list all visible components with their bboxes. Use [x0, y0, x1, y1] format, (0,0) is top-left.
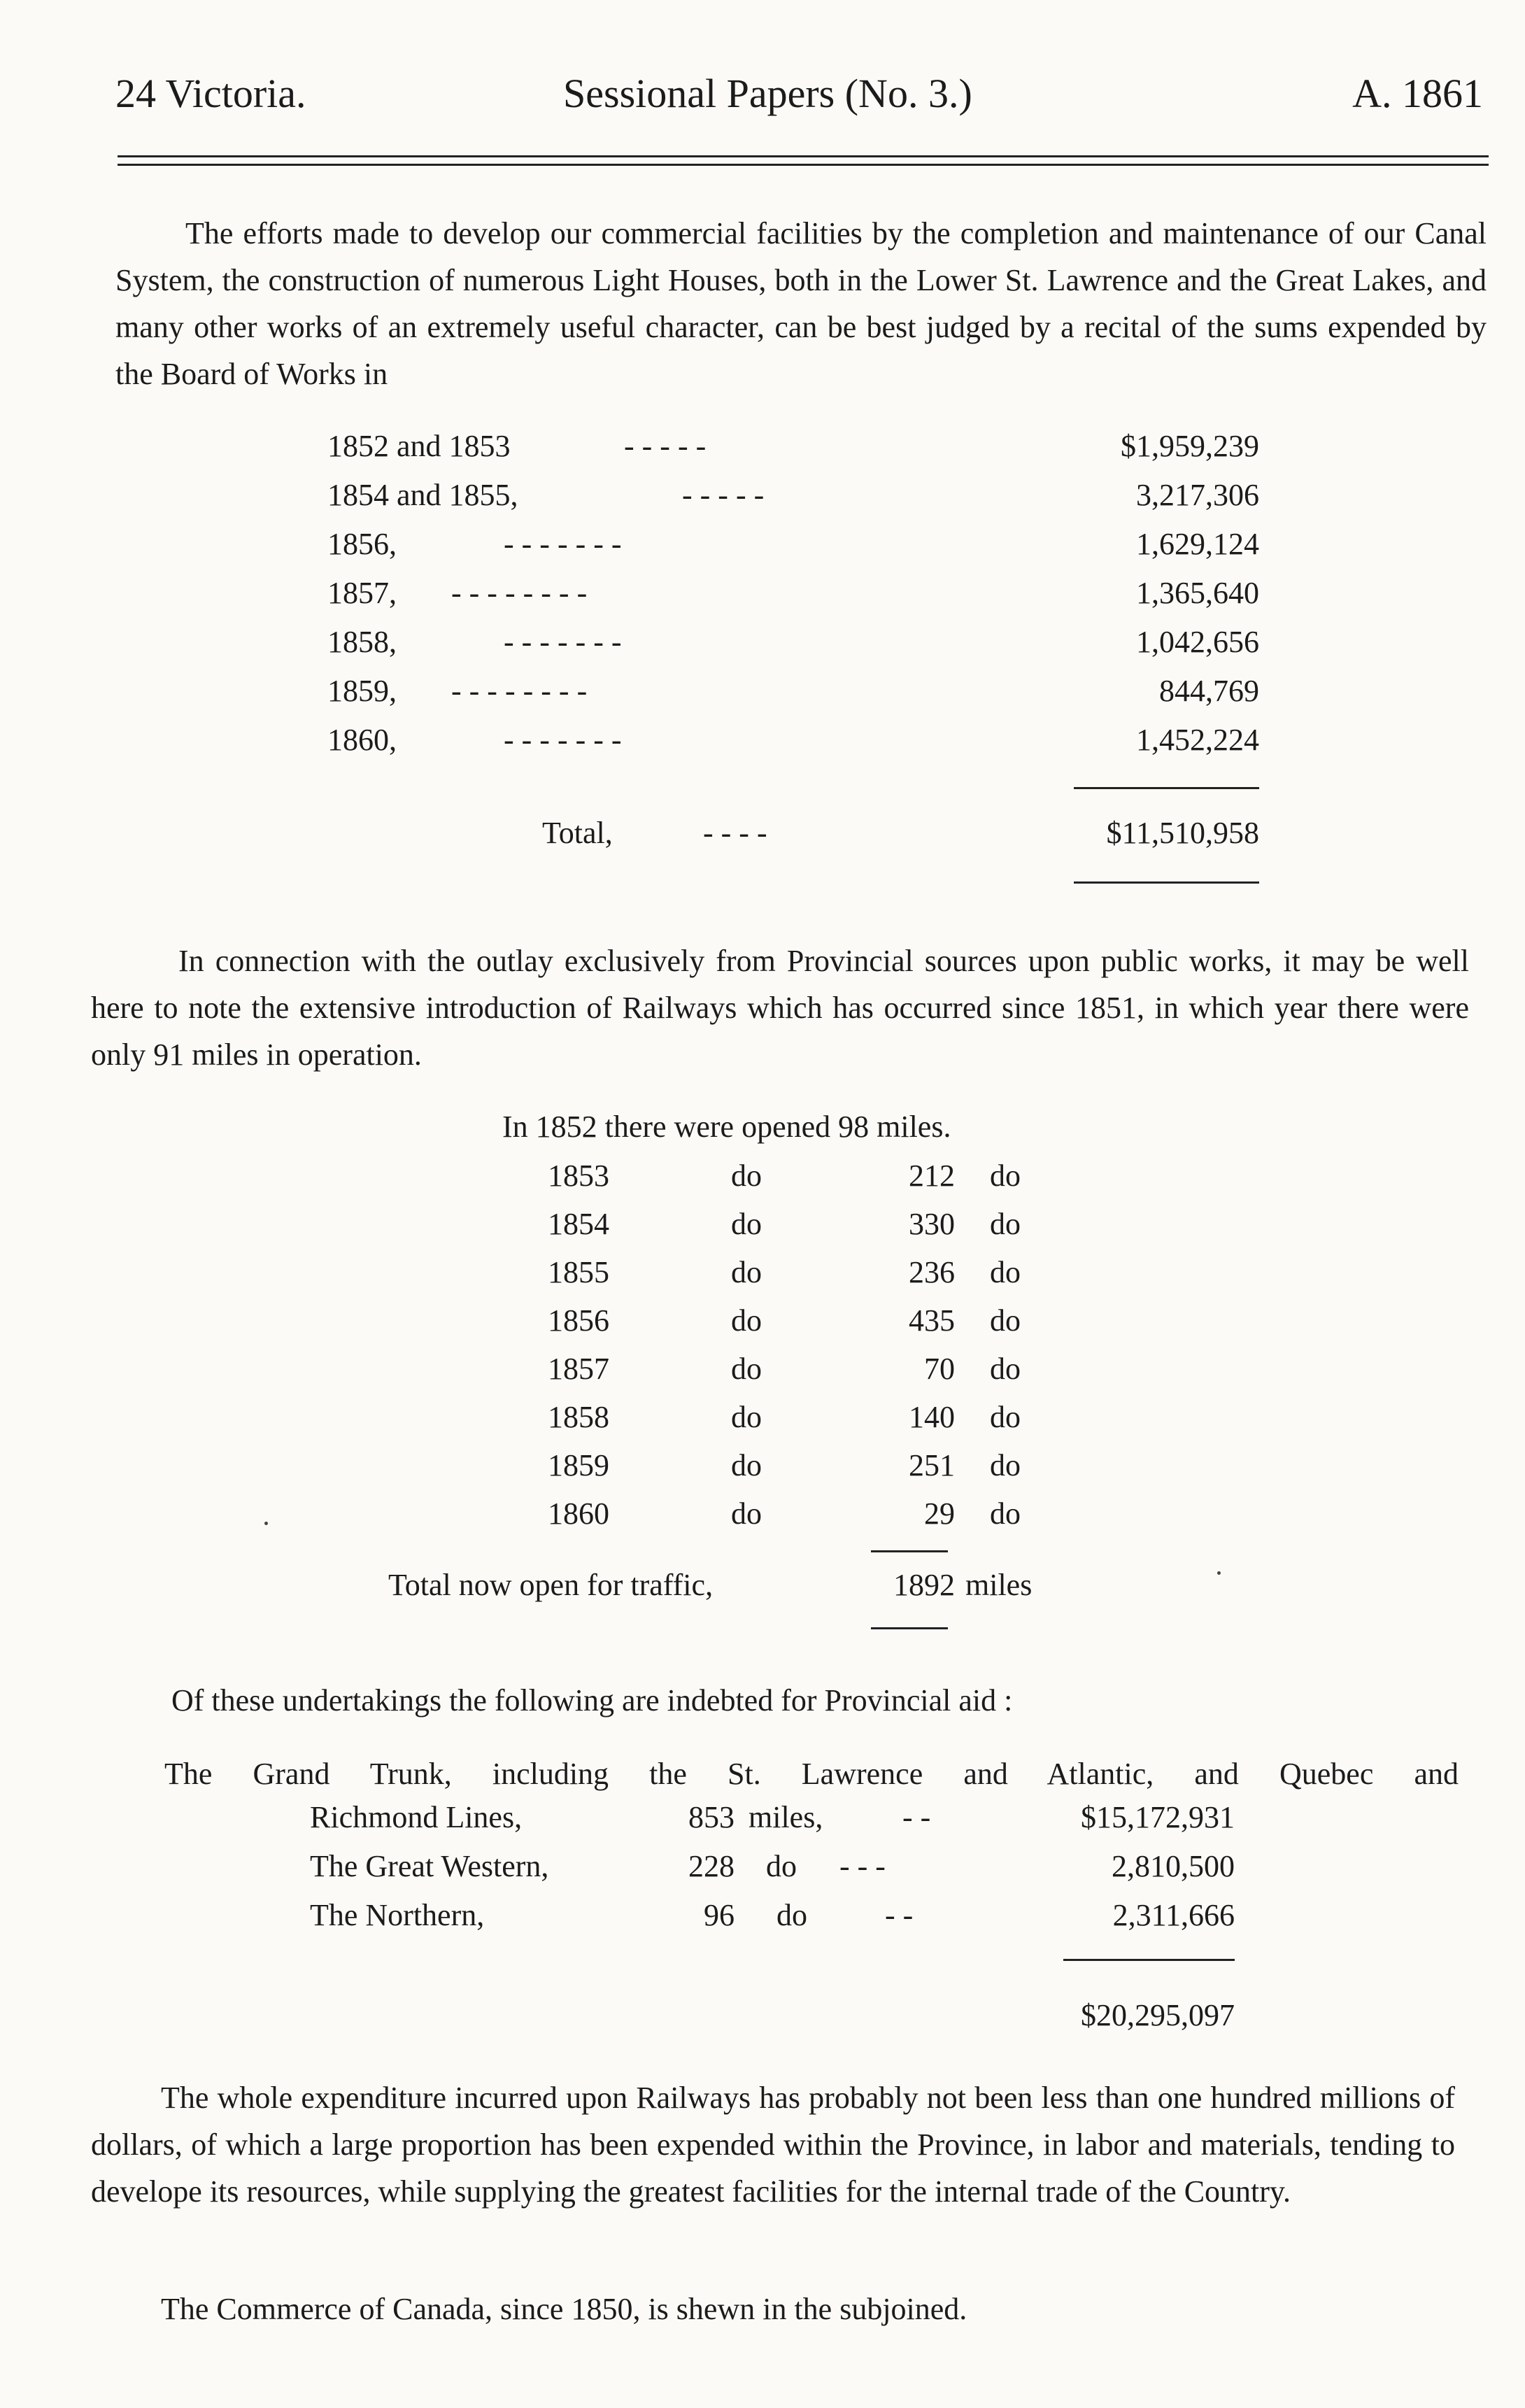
expenditure-row — [0, 722, 1525, 764]
aid-row — [0, 1897, 1525, 1939]
railway-ditto: do — [731, 1400, 762, 1434]
expenditure-year: 1852 and 1853 — [327, 429, 511, 463]
expenditure-total-rule — [1074, 881, 1259, 884]
expenditure-amount: 1,042,656 — [1136, 625, 1259, 659]
expenditure-year: 1859, — [327, 674, 397, 708]
expenditure-row — [0, 428, 1525, 470]
railway-year: 1860 — [548, 1496, 609, 1531]
railway-first-text: In 1852 there were opened 98 miles. — [502, 1110, 951, 1144]
railway-unit: do — [990, 1352, 1021, 1386]
railway-ditto: do — [731, 1352, 762, 1386]
railway-row — [0, 1303, 1525, 1345]
railway-total-label: Total now open for traffic, — [388, 1568, 714, 1602]
expenditure-leader: - - - - - - - - — [451, 674, 588, 708]
aid-unit: miles, — [749, 1800, 823, 1834]
scan-speck — [1217, 1571, 1221, 1575]
railway-year: 1858 — [548, 1400, 609, 1434]
railway-row — [0, 1158, 1525, 1200]
expenditure-row — [0, 477, 1525, 519]
aid-row — [0, 1848, 1525, 1890]
aid-total-row — [0, 1997, 1525, 2039]
expenditure-leader: - - - - - - - - — [451, 576, 588, 610]
aid-amount: $15,172,931 — [1081, 1800, 1235, 1834]
aid-name: The Northern, — [310, 1898, 485, 1932]
expenditure-leader: - - - - - - - — [504, 723, 622, 757]
railway-row — [0, 1399, 1525, 1441]
railway-ditto: do — [731, 1496, 762, 1531]
aid-leader: - - — [902, 1800, 931, 1834]
railway-miles: 212 — [909, 1159, 955, 1193]
railway-row — [0, 1351, 1525, 1393]
aid-amount: 2,810,500 — [1112, 1849, 1235, 1883]
railway-year: 1853 — [548, 1159, 609, 1193]
expenditure-year: 1858, — [327, 625, 397, 659]
aid-miles: 228 — [688, 1849, 735, 1883]
aid-total-amount: $20,295,097 — [1081, 1998, 1235, 2032]
railway-miles: 70 — [924, 1352, 955, 1386]
railway-ditto: do — [731, 1448, 762, 1482]
header-rule-bottom — [118, 164, 1489, 166]
expenditure-sum-rule — [1074, 787, 1259, 789]
aid-miles: 853 — [688, 1800, 735, 1834]
aid-miles: 96 — [704, 1898, 735, 1932]
railway-unit: do — [990, 1159, 1021, 1193]
railway-year: 1854 — [548, 1207, 609, 1241]
expenditure-amount: 1,452,224 — [1136, 723, 1259, 757]
aid-intro-line: The Grand Trunk, including the St. Lawrence and Atlantic, and Quebec and — [164, 1757, 1459, 1791]
railway-total-unit: miles — [965, 1568, 1033, 1602]
railway-ditto: do — [731, 1207, 762, 1241]
expenditure-row — [0, 624, 1525, 666]
railway-total-miles: 1892 — [893, 1568, 955, 1602]
railway-sum-rule — [871, 1550, 948, 1552]
running-head-session: 24 Victoria. — [115, 71, 306, 116]
expenditure-total-leader: - - - - — [703, 816, 767, 850]
header-rule-top — [118, 155, 1489, 157]
railway-unit: do — [990, 1448, 1021, 1482]
railway-total-rule — [871, 1627, 948, 1629]
railway-row — [0, 1254, 1525, 1296]
railway-row — [0, 1206, 1525, 1248]
paragraph-railways-intro: In connection with the outlay exclusively from Provincial sources upon public works, it may be well here to note the extensive introduction of Railways which has occurred since 1851, in which year there were only 91 miles in operation. — [91, 944, 1469, 1072]
expenditure-year: 1857, — [327, 576, 397, 610]
expenditure-amount: $1,959,239 — [1121, 429, 1259, 463]
railway-miles: 435 — [909, 1303, 955, 1338]
expenditure-amount: 3,217,306 — [1136, 478, 1259, 512]
railway-year: 1856 — [548, 1303, 609, 1338]
aid-row — [0, 1799, 1525, 1841]
paragraph-canal-works: The efforts made to develop our commercial facilities by the completion and maintenance of our Canal System, the construction of numerous Light Houses, both in the Lower St. Lawrence and the Great Lakes, and many other works of an extremely useful character, can be best judged by a recital of the sums expended by the Board of Works in — [115, 216, 1487, 391]
railway-miles: 251 — [909, 1448, 955, 1482]
railway-unit: do — [990, 1207, 1021, 1241]
railway-row — [0, 1496, 1525, 1538]
aid-amount: 2,311,666 — [1112, 1898, 1235, 1932]
aid-unit: do — [776, 1898, 807, 1932]
expenditure-total-amount: $11,510,958 — [1106, 816, 1259, 850]
expenditure-leader: - - - - - - - — [504, 527, 622, 561]
expenditure-row — [0, 526, 1525, 568]
railway-unit: do — [990, 1496, 1021, 1531]
provincial-aid-text: Of these undertakings the following are indebted for Provincial aid : — [171, 1683, 1013, 1718]
railway-row — [0, 1447, 1525, 1489]
railway-miles: 330 — [909, 1207, 955, 1241]
expenditure-total-row — [0, 815, 1525, 857]
expenditure-total-label: Total, — [542, 816, 613, 850]
aid-leader: - - - — [839, 1849, 886, 1883]
railway-miles: 140 — [909, 1400, 955, 1434]
expenditure-row — [0, 673, 1525, 715]
aid-name: The Great Western, — [310, 1849, 549, 1883]
expenditure-leader: - - - - - - - — [504, 625, 622, 659]
railway-ditto: do — [731, 1255, 762, 1289]
scan-speck — [264, 1522, 268, 1525]
expenditure-year: 1860, — [327, 723, 397, 757]
railway-unit: do — [990, 1255, 1021, 1289]
railway-miles: 29 — [924, 1496, 955, 1531]
expenditure-amount: 1,629,124 — [1136, 527, 1259, 561]
railway-year: 1859 — [548, 1448, 609, 1482]
paragraph-railway-expenditure: The whole expenditure incurred upon Railways has probably not been less than one hundred millions of dollars, of which a large proportion has been expended within the Province, in labor and materials, tending to develope its resources, while supplying the greatest facilities for the internal trade of the Country. — [91, 2081, 1455, 2209]
aid-leader: - - — [885, 1898, 914, 1932]
railway-year: 1857 — [548, 1352, 609, 1386]
expenditure-amount: 844,769 — [1159, 674, 1259, 708]
railway-miles: 236 — [909, 1255, 955, 1289]
railway-ditto: do — [731, 1303, 762, 1338]
railway-unit: do — [990, 1303, 1021, 1338]
expenditure-leader: - - - - - — [682, 478, 765, 512]
railway-total-row — [0, 1567, 1525, 1609]
aid-sum-rule — [1063, 1959, 1235, 1961]
railway-year: 1855 — [548, 1255, 609, 1289]
aid-unit: do — [766, 1849, 797, 1883]
expenditure-leader: - - - - - — [624, 429, 707, 463]
expenditure-amount: 1,365,640 — [1136, 576, 1259, 610]
running-head-title: Sessional Papers (No. 3.) — [563, 71, 972, 116]
commerce-text: The Commerce of Canada, since 1850, is shewn in the subjoined. — [161, 2292, 967, 2326]
expenditure-year: 1856, — [327, 527, 397, 561]
railway-unit: do — [990, 1400, 1021, 1434]
expenditure-row — [0, 575, 1525, 617]
railway-ditto: do — [731, 1159, 762, 1193]
running-head-year: A. 1861 — [1352, 71, 1483, 116]
expenditure-year: 1854 and 1855, — [327, 478, 518, 512]
aid-name: Richmond Lines, — [310, 1800, 523, 1834]
